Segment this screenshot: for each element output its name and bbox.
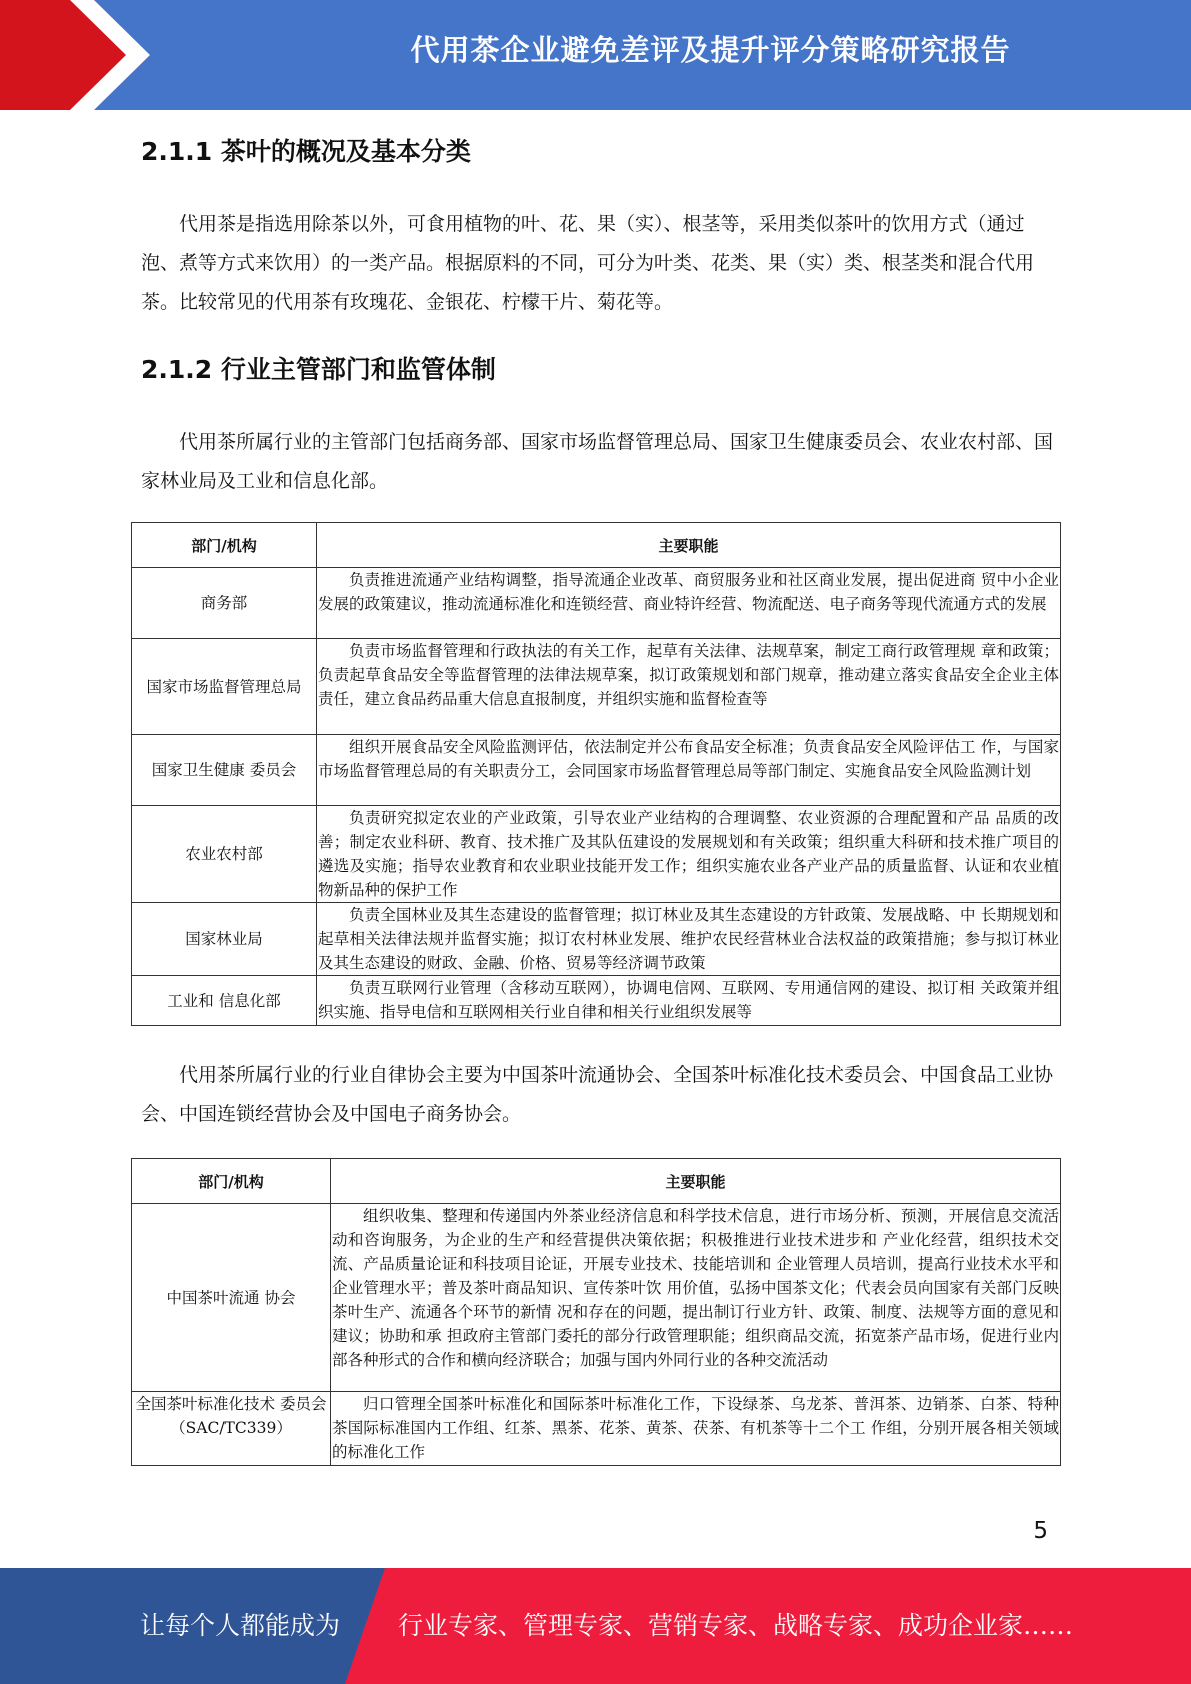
table-row [132, 1204, 1061, 1392]
header-arrow-icon [0, 0, 240, 110]
org-cell: 国家市场监督管理总局 [132, 639, 317, 735]
org-cell: 全国茶叶标准化技术 委员会（SAC/TC339） [132, 1392, 331, 1466]
table-row [132, 976, 1061, 1026]
table-row [132, 735, 1061, 806]
table-header-row [132, 1159, 1061, 1204]
section-heading-2-1-1: 2.1.1 茶叶的概况及基本分类 [141, 137, 471, 166]
table-row [132, 568, 1061, 639]
column-header-org: 部门/机构 [132, 1159, 331, 1204]
page-header [0, 0, 1191, 110]
section-paragraph-2-1-1: 代用茶是指选用除茶以外，可食用植物的叶、花、果（实）、根茎等，采用类似茶叶的饮用方式（通过泡、煮等方式来饮用）的一类产品。根据原料的不同，可分为叶类、花类、果（实）类、根茎类和混合代用茶。比较常见的代用茶有玫瑰花、金银花、柠檬干片、菊花等。 [141, 213, 1035, 313]
org-cell: 工业和 信息化部 [132, 976, 317, 1026]
org-cell: 国家林业局 [132, 903, 317, 976]
org-cell: 中国茶叶流通 协会 [132, 1204, 331, 1392]
table-row [132, 903, 1061, 976]
table-header-row [132, 523, 1061, 568]
duty-cell: 负责全国林业及其生态建设的监督管理；拟订林业及其生态建设的方针政策、发展战略、中 长期规划和起草相关法律法规并监督实施；拟订农村林业发展、维护农民经营林业合法权益的政策措施；参与拟订林业及其生态建设的财政、金融、价格、贸易等经济调节政策 [317, 903, 1061, 976]
duty-cell: 组织收集、整理和传递国内外茶业经济信息和科学技术信息，进行市场分析、预测，开展信息交流活动和咨询服务，为企业的生产和经营提供决策依据；积极推进行业技术进步和 产业化经营，组织技术交流、产品质量论证和科技项目论证，开展专业技术、技能培训和 企业管理人员培训，提高行业技术水平和企业管理水平；普及茶叶商品知识、宣传茶叶饮 用价值，弘扬中国茶文化；代表会员向国家有关部门反映茶叶生产、流通各个环节的新情 况和存在的问题，提出制订行业方针、政策、制度、法规等方面的意见和建议；协助和承 担政府主管部门委托的部分行政管理职能；组织商品交流，拓宽茶产品市场，促进行业内 部各种形式的合作和横向经济联合；加强与国内外同行业的各种交流活动 [331, 1204, 1061, 1392]
footer-slogan-left: 让每个人都能成为 [140, 1611, 341, 1640]
org-cell: 农业农村部 [132, 806, 317, 903]
org-cell: 国家卫生健康 委员会 [132, 735, 317, 806]
report-title: 代用茶企业避免差评及提升评分策略研究报告 [410, 33, 1011, 67]
section-heading-2-1-2: 2.1.2 行业主管部门和监管体制 [141, 355, 496, 384]
duty-cell: 组织开展食品安全风险监测评估，依法制定并公布食品安全标准；负责食品安全风险评估工 作，与国家市场监督管理总局的有关职责分工，会同国家市场监督管理总局等部门制定、实施食品安全风险监测计划 [317, 735, 1061, 806]
duty-cell: 负责互联网行业管理（含移动互联网），协调电信网、互联网、专用通信网的建设、拟订相 关政策并组织实施、指导电信和互联网相关行业自律和相关行业组织发展等 [317, 976, 1061, 1026]
duty-cell: 负责研究拟定农业的产业政策，引导农业产业结构的合理调整、农业资源的合理配置和产品 品质的改善；制定农业科研、教育、技术推广及其队伍建设的发展规划和有关政策；组织重大科研和技术推广项目的遴选及实施；指导农业教育和农业职业技能开发工作；组织实施农业各产业产品的质量监督、认证和农业植物新品种的保护工作 [317, 806, 1061, 903]
table-row [132, 1392, 1061, 1466]
duty-cell: 归口管理全国茶叶标准化和国际茶叶标准化工作，下设绿茶、乌龙茶、普洱茶、边销茶、白茶、特种茶国际标准国内工作组、红茶、黑茶、花茶、黄茶、茯茶、有机茶等十二个工 作组，分别开展各相关领域的标准化工作 [331, 1392, 1061, 1466]
section-paragraph-2-1-2-a: 代用茶所属行业的主管部门包括商务部、国家市场监督管理总局、国家卫生健康委员会、农业农村部、国家林业局及工业和信息化部。 [141, 431, 1054, 492]
table-row [132, 639, 1061, 735]
departments-table [131, 522, 1061, 1026]
section-paragraph-2-1-2-b: 代用茶所属行业的行业自律协会主要为中国茶叶流通协会、全国茶叶标准化技术委员会、中国食品工业协会、中国连锁经营协会及中国电子商务协会。 [141, 1064, 1054, 1125]
page-footer [0, 1568, 1191, 1684]
duty-cell: 负责市场监督管理和行政执法的有关工作，起草有关法律、法规草案，制定工商行政管理规 章和政策；负责起草食品安全等监督管理的法律法规草案，拟订政策规划和部门规章，推动建立落实食品安全企业主体责任，建立食品药品重大信息直报制度，并组织实施和监督检查等 [317, 639, 1061, 735]
associations-table [131, 1158, 1061, 1466]
duty-cell: 负责推进流通产业结构调整，指导流通企业改革、商贸服务业和社区商业发展，提出促进商 贸中小企业发展的政策建议，推动流通标准化和连锁经营、商业特许经营、物流配送、电子商务等现代流通方式的发展 [317, 568, 1061, 639]
column-header-org: 部门/机构 [132, 523, 317, 568]
table-row [132, 806, 1061, 903]
org-cell: 商务部 [132, 568, 317, 639]
column-header-duty: 主要职能 [331, 1159, 1061, 1204]
column-header-duty: 主要职能 [317, 523, 1061, 568]
page-number: 5 [1033, 1518, 1048, 1544]
footer-slogan-right: 行业专家、管理专家、营销专家、战略专家、成功企业家…… [398, 1611, 1074, 1640]
